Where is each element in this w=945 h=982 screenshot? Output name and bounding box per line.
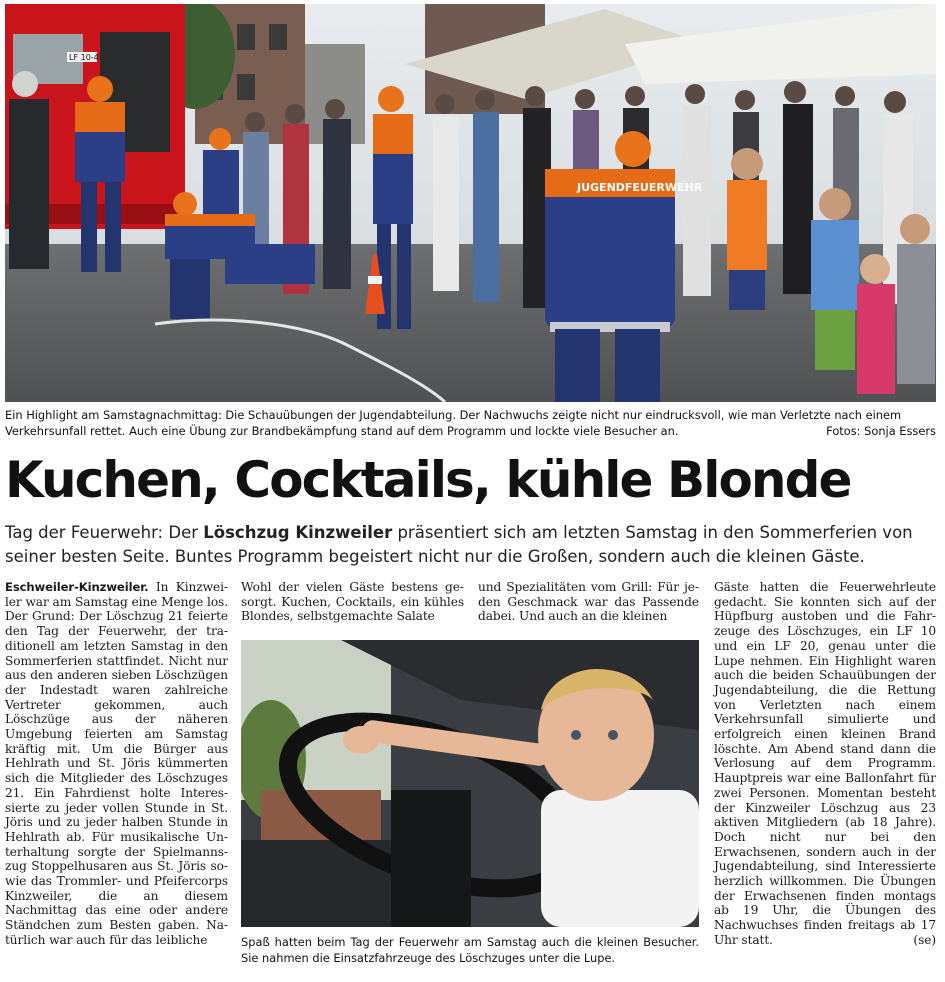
subline-lead: Tag der Feuerwehr: Der <box>5 523 204 542</box>
child-steering-wheel-illustration <box>241 640 699 927</box>
subline-rest: präsentiert sich am letzten Samstag in den Sommerferien von seiner besten Seite. Buntes Programm begeistert nicht nur die Großen, sondern auch die kleinen Gäste. <box>5 523 913 566</box>
article-column-2 <box>241 580 464 624</box>
author-signature: (se) <box>913 932 936 947</box>
vest-label: JUGENDFEUERWEHR <box>577 181 703 194</box>
article-column-3 <box>478 580 699 624</box>
column-4-text: Gäste hatten die Feuerwehrleute gedacht. Sie konnten sich auf der Hüpfburg austoben und die Fahrzeuge des Löschzuges, ein LF 10 und ein LF 20, genau unter die Lupe nehmen. Ein Highlight waren auch die beiden Schauübungen der Jugendabteilung, die die Rettung von Verletzten nach einem Verkehrsunfall simulierte und erfolgreich einen kleinen Brand löschte. Am Abend stand dann die Verlosung auf dem Programm. Hauptpreis war eine Ballonfahrt für zwei Personen. Momentan besteht der Kinzweiler Löschzug aus 23 aktiven Mitgliedern (ab 18 Jahre). Doch nicht nur bei den Erwachsenen, sondern auch in der Jugendabteilung, sind Interessierte herzlich willkommen. Die Übungen der Erwachsenen finden montags ab 19 Uhr, die Übungen des Nachwuchses finden freitags ab 17 Uhr statt. <box>714 580 936 947</box>
top-caption-text: Ein Highlight am Samstagnachmittag: Die Schauübungen der Jugendabteilung. Der Nachwuchs zeigte nicht nur eindrucksvoll, wie man Verletzte nach einem Verkehrsunfall rettet. Auch eine Übung zur Brandbekämpfung stand auf dem Programm und lockte viele Besucher an. <box>5 408 902 438</box>
kid-photo <box>241 640 699 927</box>
column-3-text: und Spezialitäten vom Grill: Für jeden Geschmack war das Passende dabei. Und auch an die kleinen <box>478 580 699 624</box>
headline: Kuchen, Cocktails, kühle Blonde <box>5 451 851 509</box>
top-photo <box>5 4 936 402</box>
article-column-1 <box>5 580 228 948</box>
column-1-text: In Kinzweiler war am Samstag eine Menge los. Der Grund: Der Löschzug 21 feierte den Tag der Feuerwehr, der traditionell am letzten Samstag in den Sommerferien stattfindet. Nicht nur aus den anderen sieben Löschzügen der Indestadt waren zahlreiche Vertreter gekommen, auch Löschzüge aus der näheren Umgebung feierten am Samstag kräftig mit. Um die Bürger aus Hehlrath und St. Jöris kümmerten sich die Mitglieder des Löschzuges 21. Ein Fahrdienst holte Interessierte zu jeder vollen Stunde in St. Jöris und zu jeder halben Stunde in Hehlrath ab. Für musikalische Unterhaltung sorgte der Spielmannszug Stoppelhusaren aus St. Jöris sowie das Trommler- und Pfeifercorps Kinzweiler, die an diesem Nachmittag das eine oder andere Ständchen zum Besten gaben. Natürlich war auch für das leibliche <box>5 580 228 947</box>
kid-photo-caption: Spaß hatten beim Tag der Feuerwehr am Samstag auch die kleinen Besucher. Sie nahmen die Einsatzfahrzeuge des Löschzuges unter die Lupe. <box>241 935 699 965</box>
truck-label: LF 10-4 <box>69 53 99 62</box>
subline-bold: Löschzug Kinzweiler <box>203 523 393 542</box>
top-photo-caption <box>5 408 936 439</box>
firefighter-demo-illustration <box>5 4 936 402</box>
article-column-4 <box>714 580 936 948</box>
column-2-text: Wohl der vielen Gäste bestens gesorgt. Kuchen, Cocktails, ein kühles Blondes, selbstgemachte Salate <box>241 580 464 624</box>
dateline: Eschweiler-Kinzweiler. <box>5 580 149 594</box>
subheadline <box>5 521 936 569</box>
photo-credit: Fotos: Sonja Essers <box>826 423 936 438</box>
